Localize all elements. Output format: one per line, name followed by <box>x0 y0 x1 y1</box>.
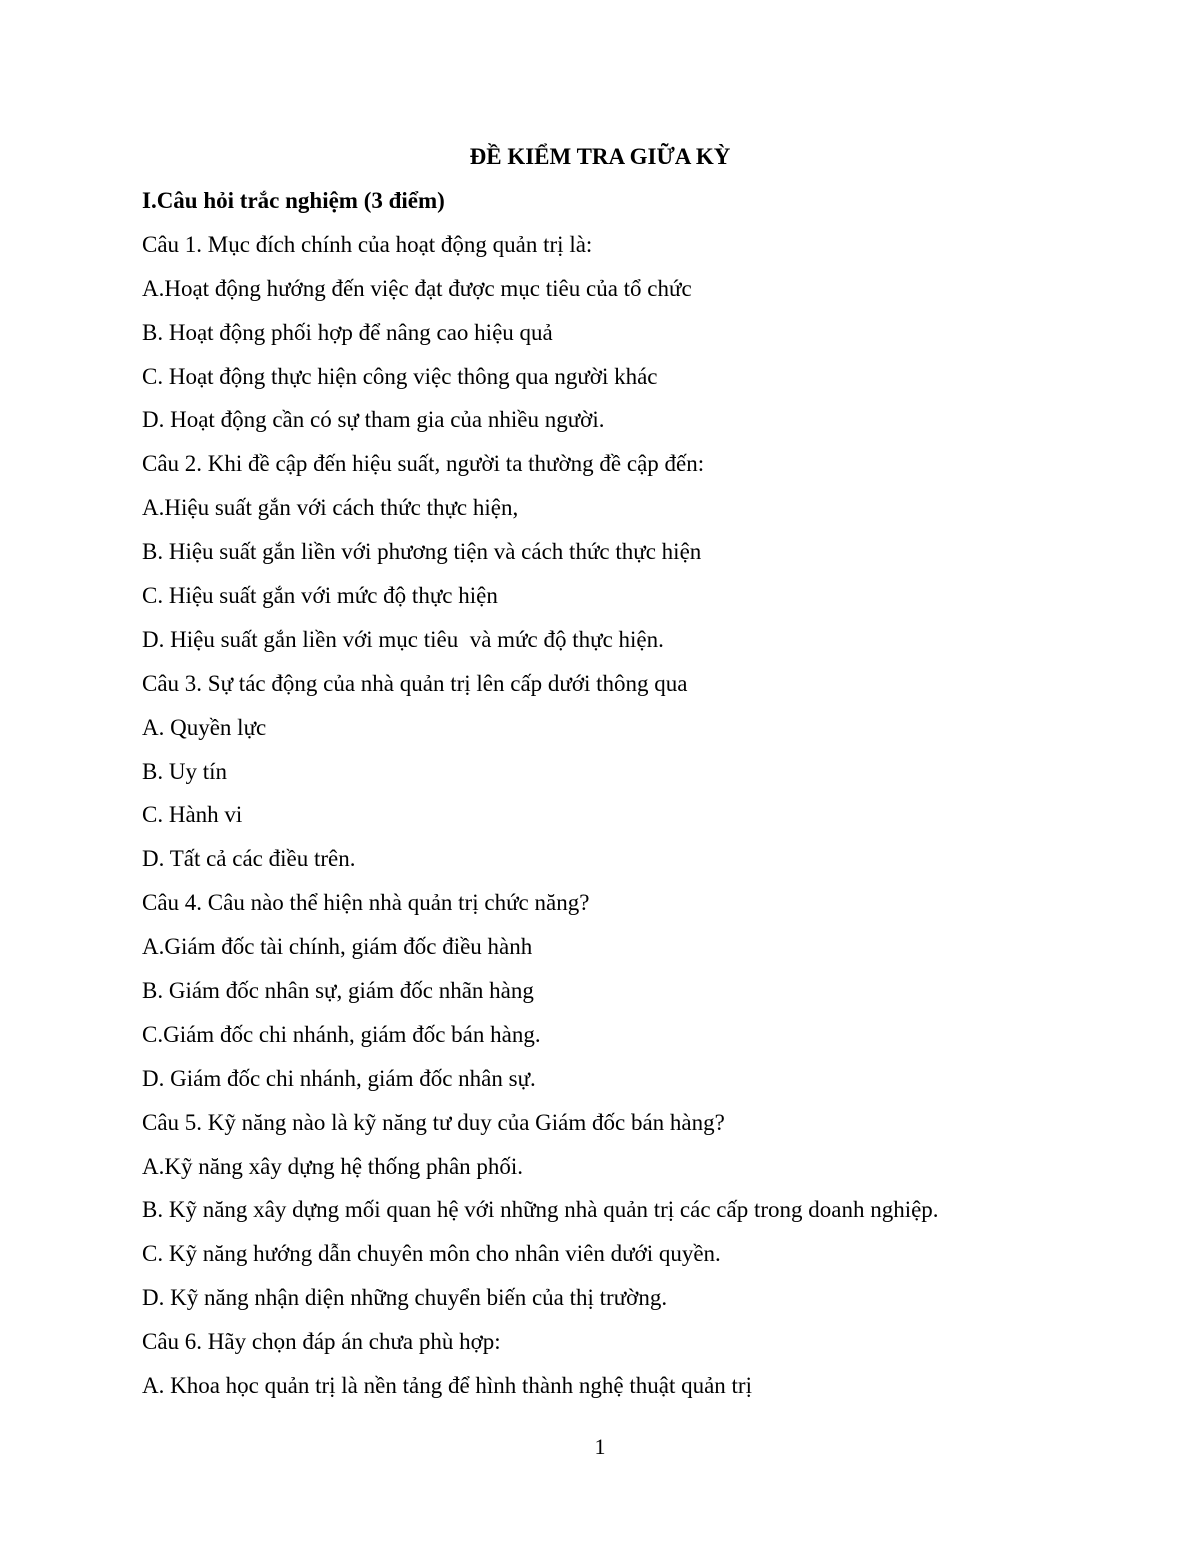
question-5-option-d: D. Kỹ năng nhận diện những chuyển biến của thị trường. <box>142 1285 668 1311</box>
question-5-option-c: C. Kỹ năng hướng dẫn chuyên môn cho nhân viên dưới quyền. <box>142 1241 721 1267</box>
question-2-option-d: D. Hiệu suất gắn liền với mục tiêu và mức độ thực hiện. <box>142 626 664 652</box>
question-4-option-c: C.Giám đốc chi nhánh, giám đốc bán hàng. <box>142 1021 541 1047</box>
question-3-option-d: D. Tất cả các điều trên. <box>142 846 356 872</box>
question-5-option-a: A.Kỹ năng xây dựng hệ thống phân phối. <box>142 1153 524 1179</box>
question-3-option-a: A. Quyền lực <box>142 714 267 740</box>
question-2-option-c: C. Hiệu suất gắn với mức độ thực hiện <box>142 583 498 609</box>
document-body <box>142 186 1142 1415</box>
question-4: Câu 4. Câu nào thể hiện nhà quản trị chức năng? <box>142 890 590 916</box>
question-5: Câu 5. Kỹ năng nào là kỹ năng tư duy của Giám đốc bán hàng? <box>142 1109 725 1135</box>
question-5-option-b: B. Kỹ năng xây dựng mối quan hệ với những nhà quản trị các cấp trong doanh nghiệp. <box>142 1197 939 1223</box>
question-4-option-a: A.Giám đốc tài chính, giám đốc điều hành <box>142 934 533 960</box>
question-3-option-c: C. Hành vi <box>142 802 243 828</box>
question-1-option-b: B. Hoạt động phối hợp để nâng cao hiệu quả <box>142 319 553 345</box>
question-6: Câu 6. Hãy chọn đáp án chưa phù hợp: <box>142 1329 501 1355</box>
question-1: Câu 1. Mục đích chính của hoạt động quản trị là: <box>142 231 593 257</box>
question-4-option-d: D. Giám đốc chi nhánh, giám đốc nhân sự. <box>142 1065 536 1091</box>
question-2-option-a: A.Hiệu suất gắn với cách thức thực hiện, <box>142 495 519 521</box>
question-1-option-d: D. Hoạt động cần có sự tham gia của nhiều người. <box>142 407 605 433</box>
question-2-option-b: B. Hiệu suất gắn liền với phương tiện và cách thức thực hiện <box>142 539 702 565</box>
question-4-option-b: B. Giám đốc nhân sự, giám đốc nhãn hàng <box>142 978 534 1004</box>
page-number: 1 <box>594 1434 606 1459</box>
section-heading: I.Câu hỏi trắc nghiệm (3 điểm) <box>142 188 445 213</box>
question-6-option-a: A. Khoa học quản trị là nền tảng để hình thành nghệ thuật quản trị <box>142 1373 752 1399</box>
question-1-option-a: A.Hoạt động hướng đến việc đạt được mục tiêu của tổ chức <box>142 275 692 301</box>
question-1-option-c: C. Hoạt động thực hiện công việc thông qua người khác <box>142 363 658 389</box>
document-title: ĐỀ KIỂM TRA GIỮA KỲ <box>469 144 731 169</box>
question-3-option-b: B. Uy tín <box>142 758 227 784</box>
question-2: Câu 2. Khi đề cập đến hiệu suất, người ta thường đề cập đến: <box>142 451 705 477</box>
question-3: Câu 3. Sự tác động của nhà quản trị lên cấp dưới thông qua <box>142 670 688 696</box>
